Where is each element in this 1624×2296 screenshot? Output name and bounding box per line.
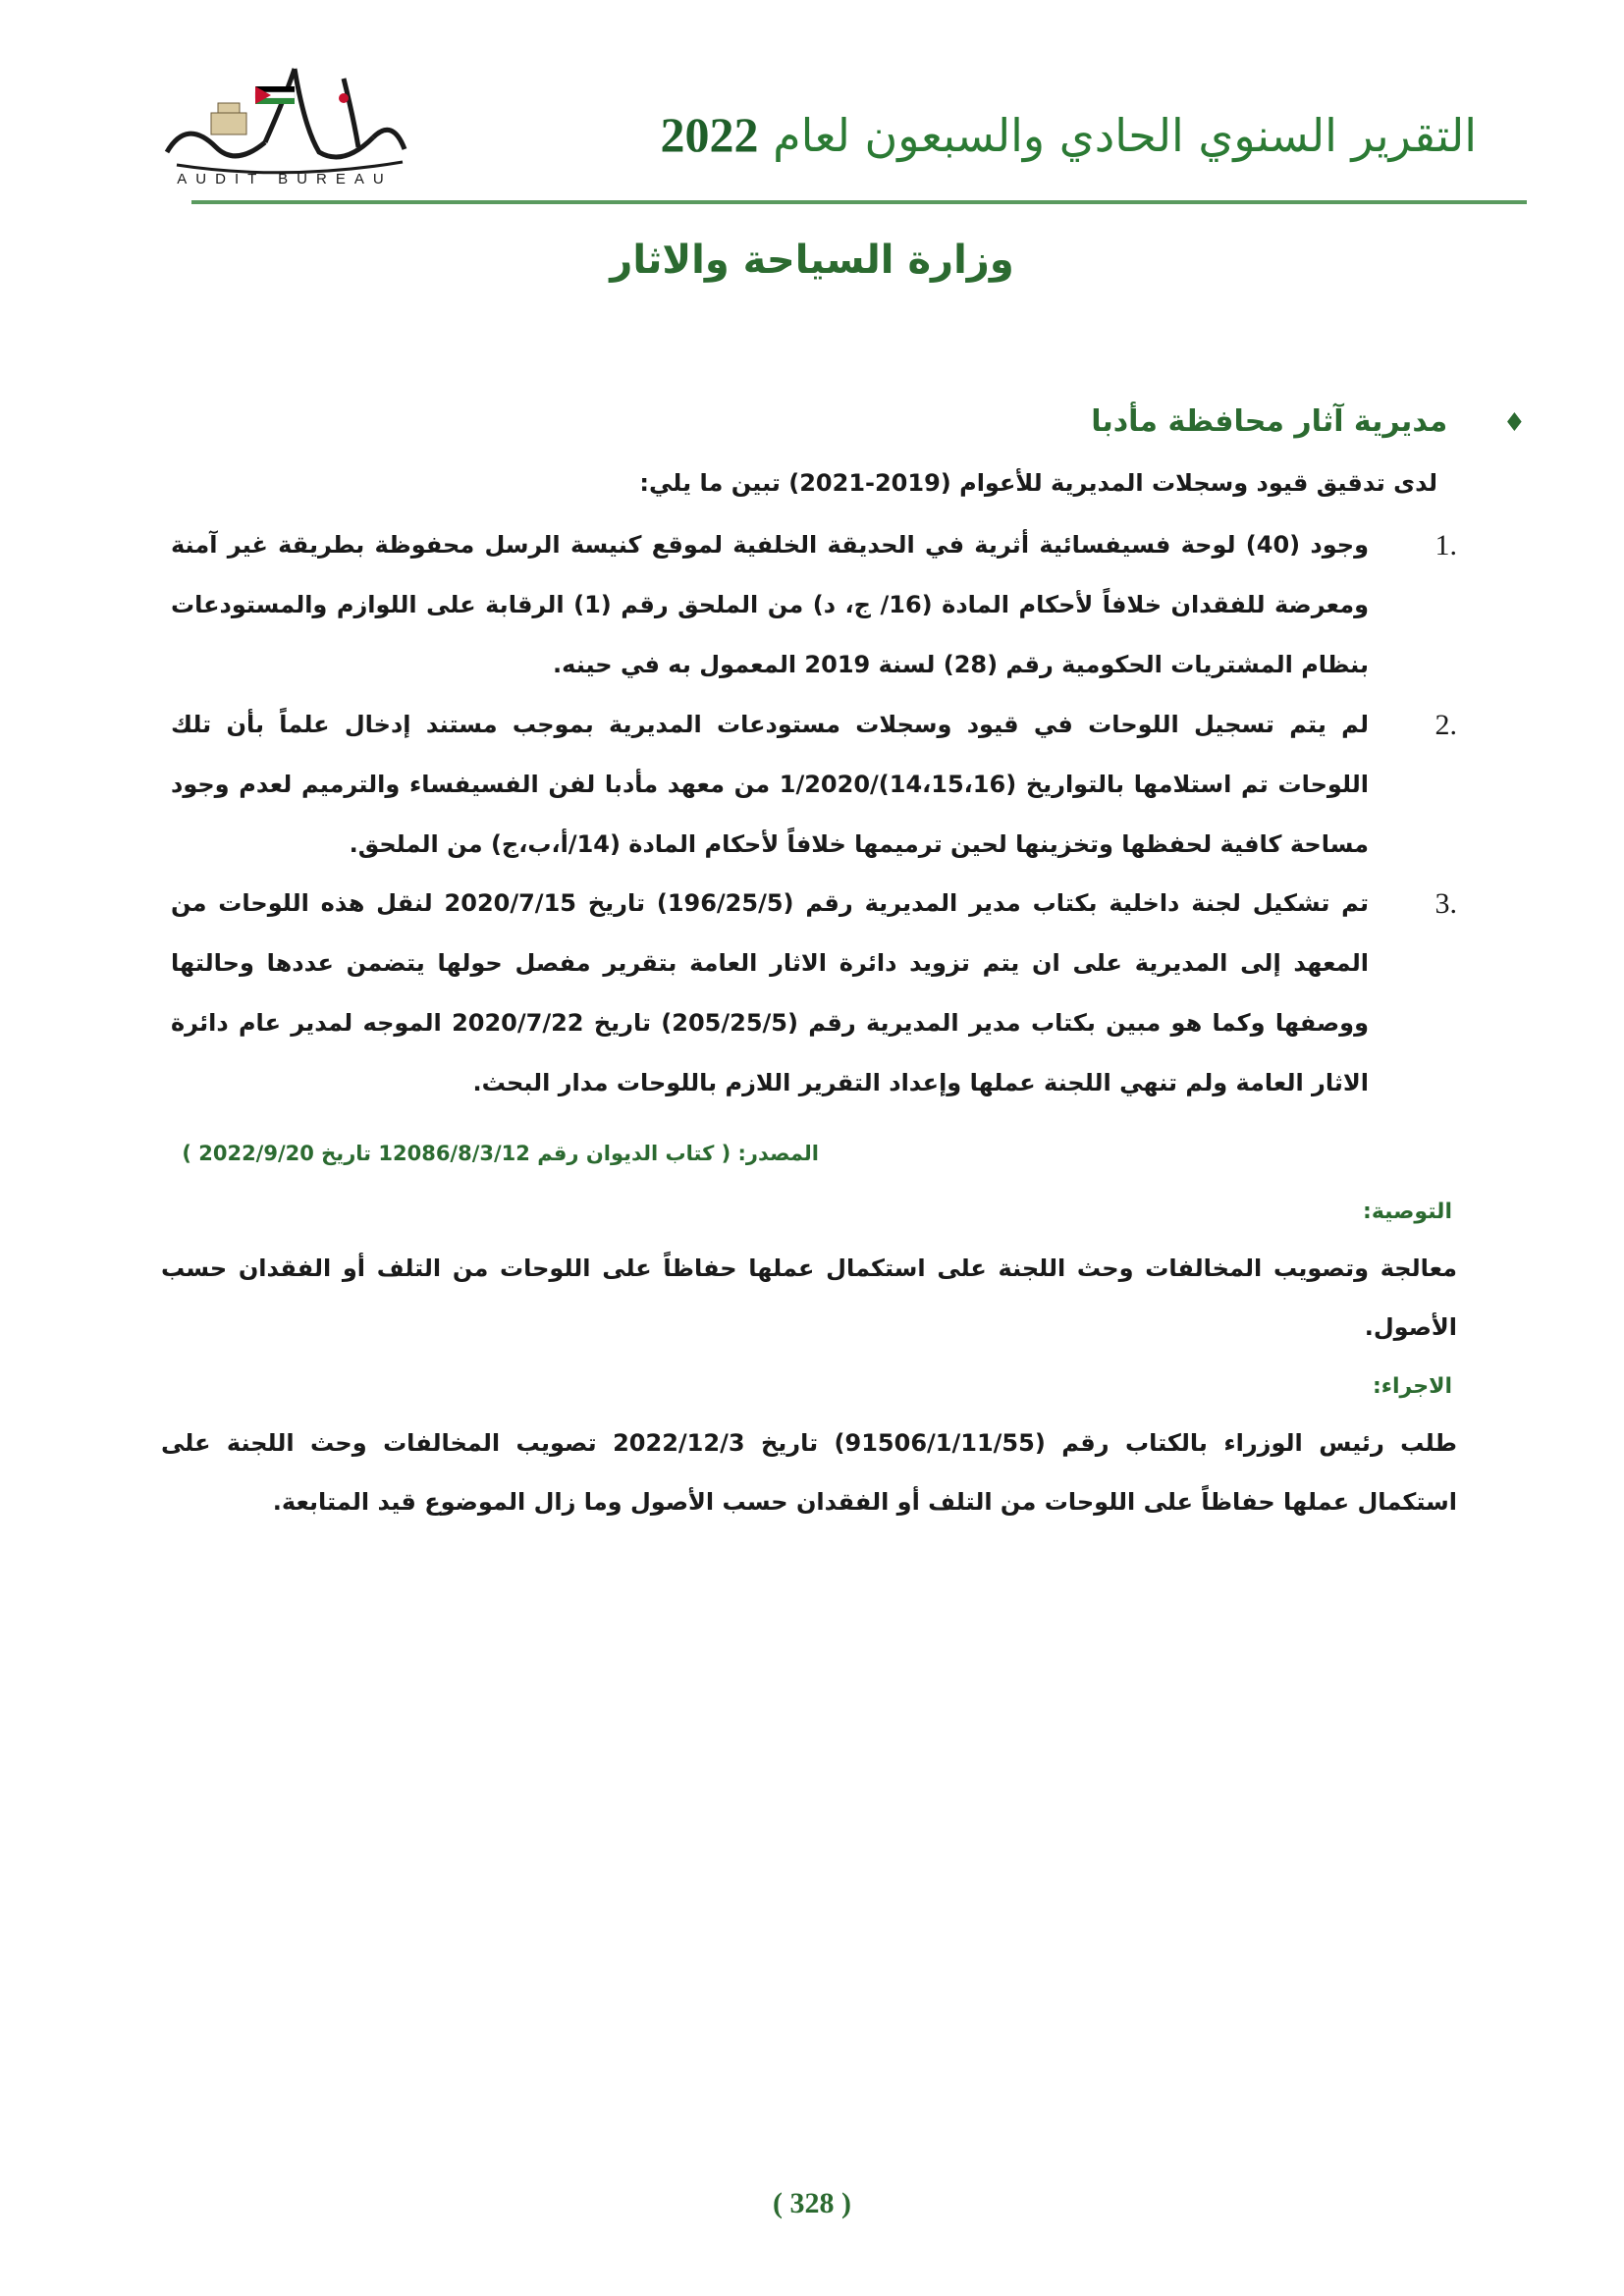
finding-text: تم تشكيل لجنة داخلية بكتاب مدير المديرية رقم (196/25/5) تاريخ 2020/7/15 لنقل هذه اللوحات من المعهد إلى المديرية على ان يتم تزويد دائرة الاثار العامة بتقرير مفصل حولها يتضمن عددها وحالتها ووصفها وكما هو مبين بكتاب مدير المديرية رقم (205/25/5) تاريخ 2020/7/22 الموجه لمدير عام دائرة الاثار العامة ولم تنهي اللجنة عملها وإعداد التقرير اللازم باللوحات مدار البحث. [171,889,1370,1096]
report-title [661,106,1477,163]
report-year: 2022 [660,107,759,162]
finding-item-1 [43,515,1457,695]
header-divider [191,200,1527,204]
finding-number: 1. [1435,529,1457,561]
source-reference: المصدر: ( كتاب الديوان رقم 12086/8/3/12 تاريخ 2022/9/20 ) [182,1142,819,1165]
finding-number: 2. [1435,709,1457,741]
section-intro: لدى تدقيق قيود وسجلات المديرية للأعوام (2019-2021) تبين ما يلي: [639,469,1437,497]
section-heading [1091,404,1526,439]
ministry-title: وزارة السياحة والاثار [610,238,1014,283]
finding-item-2 [43,695,1457,875]
page-header [0,0,1624,211]
report-title-text: التقرير السنوي الحادي والسبعون لعام [773,109,1477,162]
action-text: طلب رئيس الوزراء بالكتاب رقم (91506/1/11/55) تاريخ 2022/12/3 تصويب المخالفات وحث اللجنة على استكمال عملها حفاظاً على اللوحات من التلف أو الفقدان حسب الأصول وما زال الموضوع قيد المتابعة. [161,1429,1457,1516]
recommendation-text: معالجة وتصويب المخالفات وحث اللجنة على استكمال عملها حفاظاً على اللوحات من التلف أو الفقدان حسب الأصول. [161,1255,1457,1341]
action-label: الاجراء: [1372,1374,1452,1399]
finding-number: 3. [1435,887,1457,920]
finding-item-3 [43,874,1457,1113]
recommendation-label: التوصية: [1363,1200,1452,1224]
finding-text: وجود (40) لوحة فسيفسائية أثرية في الحديقة الخلفية لموقع كنيسة الرسل محفوظة بطريقة غير آمنة ومعرضة للفقدان خلافاً لأحكام المادة (16/ ج، د) من الملحق رقم (1) الرقابة على اللوازم والمستودعات بنظام المشتريات الحكومية رقم (28) لسنة 2019 المعمول به في حينه. [171,531,1369,678]
finding-text: لم يتم تسجيل اللوحات في قيود وسجلات مستودعات المديرية بموجب مستند إدخال علماً بأن تلك اللوحات تم استلامها بالتواريخ (14،15،16)/1/2020 من معهد مأدبا لفن الفسيفساء والترميم لعدم وجود مساحة كافية لحفظها وتخزينها لحين ترميمها خلافاً لأحكام المادة (14/أ،ب،ج) من الملحق. [171,711,1369,858]
section-heading-text: مديرية آثار محافظة مأدبا [1091,404,1448,439]
logo-subtitle: AUDIT BUREAU [177,171,393,187]
diamond-bullet-icon: ♦ [1502,408,1526,438]
page-number: ( 328 ) [773,2187,851,2219]
